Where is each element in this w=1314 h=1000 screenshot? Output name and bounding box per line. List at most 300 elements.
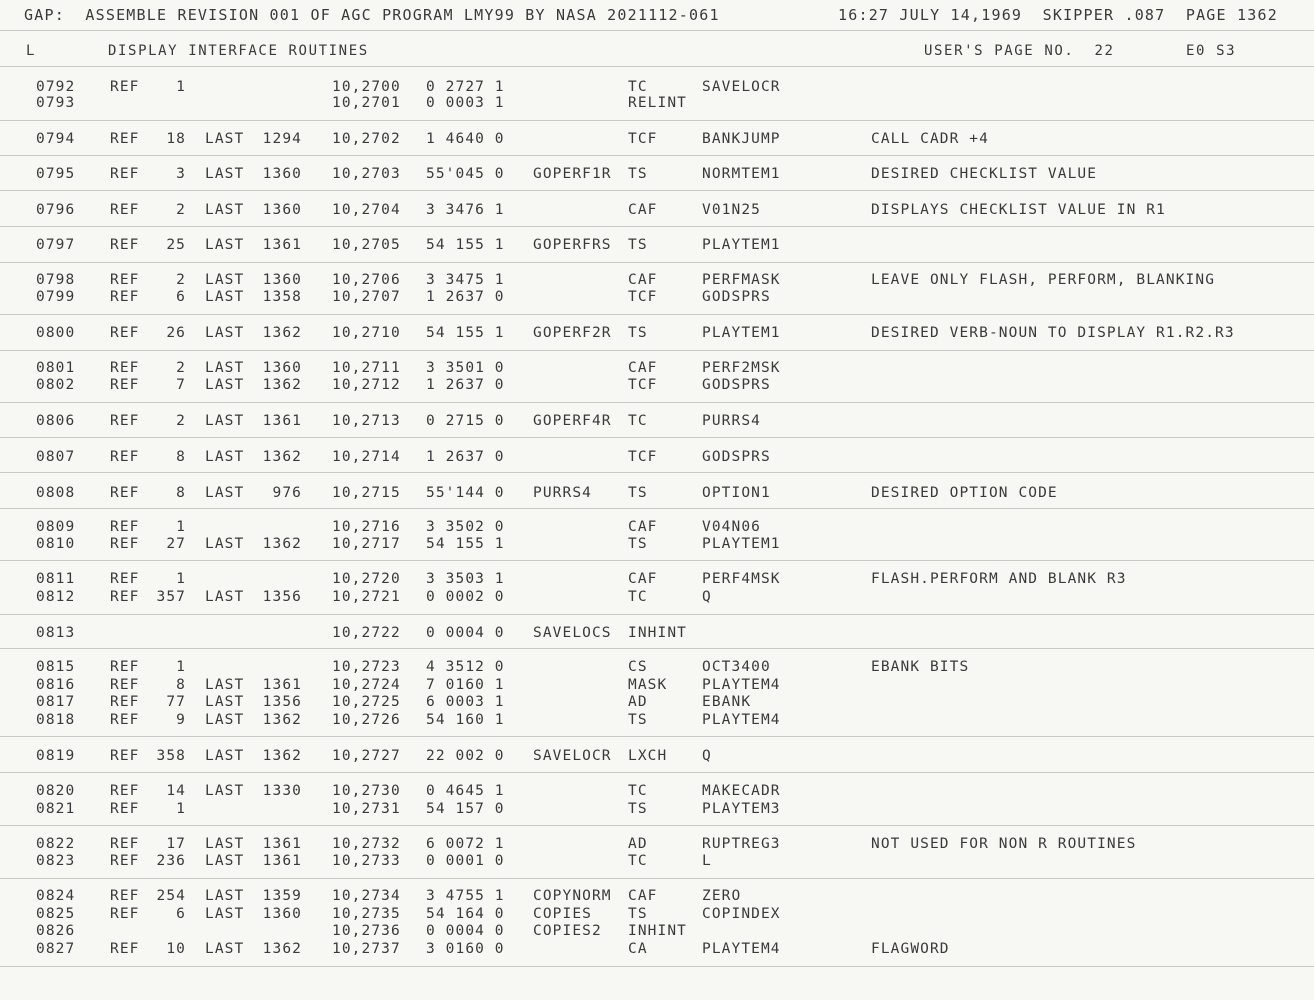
cell-word: 3 3503 1 [426, 571, 505, 587]
cell-word: 0 2727 1 [426, 79, 505, 95]
cell-line: 0821 [36, 801, 76, 817]
ruled-line [0, 614, 1314, 615]
cell-ref: REF [110, 888, 140, 904]
cell-line: 0806 [36, 413, 76, 429]
cell-last: LAST [205, 360, 245, 376]
cell-refnum: 18 [166, 131, 186, 147]
cell-comment: FLASH.PERFORM AND BLANK R3 [871, 571, 1127, 587]
ruled-line [0, 350, 1314, 351]
ruled-line [0, 648, 1314, 649]
listing-row [0, 289, 1314, 306]
cell-last: LAST [205, 202, 245, 218]
cell-ref: REF [110, 449, 140, 465]
cell-op: TS [628, 906, 648, 922]
cell-lastnum: 1362 [262, 377, 302, 393]
cell-addr: 10,2727 [332, 748, 401, 764]
ruled-line [0, 472, 1314, 473]
listing-row [0, 748, 1314, 765]
cell-lastnum: 1361 [262, 677, 302, 693]
header-mark: L [26, 43, 37, 59]
cell-word: 4 3512 0 [426, 659, 505, 675]
cell-word: 6 0003 1 [426, 694, 505, 710]
cell-op: CAF [628, 360, 658, 376]
cell-refnum: 1 [176, 659, 186, 675]
cell-op: CAF [628, 571, 658, 587]
ruled-line [0, 30, 1314, 31]
cell-op: TC [628, 589, 648, 605]
cell-addr: 10,2733 [332, 853, 401, 869]
cell-refnum: 27 [166, 536, 186, 552]
cell-label: GOPERFRS [533, 237, 612, 253]
cell-op: TC [628, 783, 648, 799]
cell-label: COPIES2 [533, 923, 602, 939]
cell-refnum: 6 [176, 289, 186, 305]
cell-comment: NOT USED FOR NON R ROUTINES [871, 836, 1137, 852]
ruled-line [0, 402, 1314, 403]
cell-word: 0 4645 1 [426, 783, 505, 799]
cell-ref: REF [110, 166, 140, 182]
cell-refnum: 254 [156, 888, 186, 904]
cell-word: 54 157 0 [426, 801, 505, 817]
listing-row [0, 694, 1314, 711]
listing-row [0, 413, 1314, 430]
header-title: GAP: ASSEMBLE REVISION 001 OF AGC PROGRAM LMY99 BY NASA 2021112-061 [24, 6, 720, 24]
cell-lastnum: 1360 [262, 272, 302, 288]
cell-word: 54 164 0 [426, 906, 505, 922]
ruled-line [0, 878, 1314, 879]
cell-last: LAST [205, 289, 245, 305]
cell-line: 0795 [36, 166, 76, 182]
cell-op: TS [628, 237, 648, 253]
cell-operand: COPINDEX [702, 906, 781, 922]
ruled-line [0, 314, 1314, 315]
cell-last: LAST [205, 413, 245, 429]
cell-operand: NORMTEM1 [702, 166, 781, 182]
listing-row [0, 485, 1314, 502]
listing-row [0, 906, 1314, 923]
cell-word: 55'045 0 [426, 166, 505, 182]
cell-label: GOPERF1R [533, 166, 612, 182]
cell-refnum: 1 [176, 801, 186, 817]
cell-comment: DISPLAYS CHECKLIST VALUE IN R1 [871, 202, 1166, 218]
cell-last: LAST [205, 237, 245, 253]
cell-last: LAST [205, 748, 245, 764]
cell-ref: REF [110, 289, 140, 305]
cell-addr: 10,2706 [332, 272, 401, 288]
cell-last: LAST [205, 377, 245, 393]
cell-line: 0825 [36, 906, 76, 922]
cell-lastnum: 1361 [262, 413, 302, 429]
cell-word: 0 0004 0 [426, 625, 505, 641]
cell-line: 0799 [36, 289, 76, 305]
cell-op: TCF [628, 449, 658, 465]
cell-lastnum: 1362 [262, 449, 302, 465]
cell-lastnum: 1362 [262, 325, 302, 341]
cell-last: LAST [205, 449, 245, 465]
cell-word: 55'144 0 [426, 485, 505, 501]
cell-ref: REF [110, 79, 140, 95]
listing-row [0, 131, 1314, 148]
cell-ref: REF [110, 906, 140, 922]
cell-line: 0802 [36, 377, 76, 393]
cell-last: LAST [205, 589, 245, 605]
cell-line: 0794 [36, 131, 76, 147]
cell-lastnum: 1362 [262, 748, 302, 764]
cell-op: TS [628, 325, 648, 341]
cell-word: 54 160 1 [426, 712, 505, 728]
cell-addr: 10,2725 [332, 694, 401, 710]
cell-refnum: 8 [176, 677, 186, 693]
cell-lastnum: 1359 [262, 888, 302, 904]
cell-last: LAST [205, 836, 245, 852]
cell-op: TS [628, 536, 648, 552]
cell-last: LAST [205, 131, 245, 147]
cell-addr: 10,2732 [332, 836, 401, 852]
cell-op: TCF [628, 377, 658, 393]
listing-row [0, 712, 1314, 729]
cell-last: LAST [205, 166, 245, 182]
cell-addr: 10,2715 [332, 485, 401, 501]
cell-refnum: 1 [176, 571, 186, 587]
cell-lastnum: 1361 [262, 836, 302, 852]
cell-op: TCF [628, 289, 658, 305]
cell-addr: 10,2701 [332, 95, 401, 111]
cell-refnum: 2 [176, 360, 186, 376]
cell-refnum: 77 [166, 694, 186, 710]
cell-ref: REF [110, 748, 140, 764]
cell-op: CAF [628, 888, 658, 904]
cell-ref: REF [110, 571, 140, 587]
cell-word: 22 002 0 [426, 748, 505, 764]
cell-last: LAST [205, 694, 245, 710]
cell-word: 1 2637 0 [426, 449, 505, 465]
cell-op: TC [628, 853, 648, 869]
cell-op: TS [628, 166, 648, 182]
cell-addr: 10,2734 [332, 888, 401, 904]
cell-last: LAST [205, 853, 245, 869]
cell-operand: GODSPRS [702, 377, 771, 393]
ruled-line [0, 262, 1314, 263]
listing-row [0, 95, 1314, 112]
cell-addr: 10,2703 [332, 166, 401, 182]
cell-word: 0 2715 0 [426, 413, 505, 429]
ruled-line [0, 120, 1314, 121]
listing-row [0, 519, 1314, 536]
cell-lastnum: 1360 [262, 906, 302, 922]
cell-last: LAST [205, 536, 245, 552]
cell-last: LAST [205, 888, 245, 904]
cell-lastnum: 1360 [262, 166, 302, 182]
cell-ref: REF [110, 536, 140, 552]
cell-line: 0811 [36, 571, 76, 587]
cell-last: LAST [205, 906, 245, 922]
cell-refnum: 26 [166, 325, 186, 341]
listing-row [0, 589, 1314, 606]
cell-op: CAF [628, 519, 658, 535]
cell-op: MASK [628, 677, 668, 693]
listing-row [0, 801, 1314, 818]
cell-ref: REF [110, 272, 140, 288]
cell-word: 0 0001 0 [426, 853, 505, 869]
cell-operand: BANKJUMP [702, 131, 781, 147]
cell-line: 0810 [36, 536, 76, 552]
cell-lastnum: 1362 [262, 941, 302, 957]
cell-refnum: 9 [176, 712, 186, 728]
listing-row [0, 853, 1314, 870]
cell-operand: PLAYTEM4 [702, 677, 781, 693]
cell-ref: REF [110, 519, 140, 535]
cell-operand: PURRS4 [702, 413, 761, 429]
cell-last: LAST [205, 941, 245, 957]
cell-last: LAST [205, 485, 245, 501]
cell-word: 3 0160 0 [426, 941, 505, 957]
cell-line: 0793 [36, 95, 76, 111]
cell-ref: REF [110, 413, 140, 429]
cell-op: TS [628, 485, 648, 501]
ruled-line [0, 508, 1314, 509]
section-code: E0 S3 [1186, 43, 1237, 59]
cell-refnum: 358 [156, 748, 186, 764]
cell-line: 0813 [36, 625, 76, 641]
cell-line: 0826 [36, 923, 76, 939]
listing-row [0, 571, 1314, 588]
cell-line: 0827 [36, 941, 76, 957]
cell-refnum: 25 [166, 237, 186, 253]
cell-operand: GODSPRS [702, 289, 771, 305]
cell-line: 0817 [36, 694, 76, 710]
cell-word: 6 0072 1 [426, 836, 505, 852]
cell-label: COPYNORM [533, 888, 612, 904]
cell-comment: DESIRED OPTION CODE [871, 485, 1058, 501]
users-page-number: USER'S PAGE NO. 22 [924, 43, 1115, 59]
listing-row [0, 272, 1314, 289]
cell-refnum: 357 [156, 589, 186, 605]
cell-addr: 10,2737 [332, 941, 401, 957]
cell-ref: REF [110, 677, 140, 693]
cell-op: TS [628, 801, 648, 817]
cell-addr: 10,2713 [332, 413, 401, 429]
cell-ref: REF [110, 941, 140, 957]
cell-addr: 10,2726 [332, 712, 401, 728]
cell-addr: 10,2711 [332, 360, 401, 376]
cell-op: TC [628, 79, 648, 95]
cell-lastnum: 1362 [262, 536, 302, 552]
cell-lastnum: 1361 [262, 237, 302, 253]
cell-last: LAST [205, 783, 245, 799]
cell-word: 7 0160 1 [426, 677, 505, 693]
listing-row [0, 923, 1314, 940]
cell-ref: REF [110, 202, 140, 218]
cell-refnum: 1 [176, 519, 186, 535]
cell-ref: REF [110, 836, 140, 852]
cell-op: LXCH [628, 748, 668, 764]
cell-lastnum: 1356 [262, 694, 302, 710]
cell-op: AD [628, 836, 648, 852]
cell-addr: 10,2722 [332, 625, 401, 641]
listing-row [0, 836, 1314, 853]
cell-addr: 10,2724 [332, 677, 401, 693]
cell-word: 1 2637 0 [426, 377, 505, 393]
cell-addr: 10,2700 [332, 79, 401, 95]
cell-refnum: 2 [176, 272, 186, 288]
cell-op: AD [628, 694, 648, 710]
cell-addr: 10,2735 [332, 906, 401, 922]
cell-op: RELINT [628, 95, 687, 111]
cell-ref: REF [110, 783, 140, 799]
cell-operand: PLAYTEM4 [702, 941, 781, 957]
cell-line: 0816 [36, 677, 76, 693]
cell-refnum: 236 [156, 853, 186, 869]
section-title: DISPLAY INTERFACE ROUTINES [108, 43, 369, 59]
cell-label: COPIES [533, 906, 592, 922]
cell-line: 0808 [36, 485, 76, 501]
cell-line: 0809 [36, 519, 76, 535]
ruled-line [0, 560, 1314, 561]
cell-addr: 10,2730 [332, 783, 401, 799]
cell-operand: PLAYTEM4 [702, 712, 781, 728]
cell-lastnum: 1330 [262, 783, 302, 799]
cell-addr: 10,2731 [332, 801, 401, 817]
cell-line: 0822 [36, 836, 76, 852]
cell-last: LAST [205, 325, 245, 341]
cell-word: 54 155 1 [426, 536, 505, 552]
cell-operand: L [702, 853, 712, 869]
cell-word: 3 3476 1 [426, 202, 505, 218]
cell-operand: ZERO [702, 888, 742, 904]
cell-addr: 10,2705 [332, 237, 401, 253]
cell-refnum: 17 [166, 836, 186, 852]
cell-line: 0812 [36, 589, 76, 605]
cell-comment: EBANK BITS [871, 659, 970, 675]
ruled-line [0, 226, 1314, 227]
cell-operand: PERF2MSK [702, 360, 781, 376]
cell-ref: REF [110, 712, 140, 728]
cell-op: INHINT [628, 923, 687, 939]
listing-row [0, 536, 1314, 553]
cell-addr: 10,2721 [332, 589, 401, 605]
cell-line: 0800 [36, 325, 76, 341]
cell-line: 0807 [36, 449, 76, 465]
cell-operand: EBANK [702, 694, 752, 710]
cell-op: CAF [628, 272, 658, 288]
cell-last: LAST [205, 677, 245, 693]
cell-addr: 10,2704 [332, 202, 401, 218]
cell-addr: 10,2717 [332, 536, 401, 552]
cell-op: INHINT [628, 625, 687, 641]
cell-op: CAF [628, 202, 658, 218]
cell-refnum: 2 [176, 413, 186, 429]
listing-row [0, 166, 1314, 183]
cell-operand: MAKECADR [702, 783, 781, 799]
cell-lastnum: 1358 [262, 289, 302, 305]
ruled-line [0, 66, 1314, 67]
cell-word: 0 0004 0 [426, 923, 505, 939]
cell-word: 3 3502 0 [426, 519, 505, 535]
cell-ref: REF [110, 694, 140, 710]
cell-word: 54 155 1 [426, 325, 505, 341]
cell-operand: OPTION1 [702, 485, 771, 501]
cell-lastnum: 1362 [262, 712, 302, 728]
ruled-line [0, 966, 1314, 967]
cell-refnum: 2 [176, 202, 186, 218]
cell-operand: PERFMASK [702, 272, 781, 288]
cell-addr: 10,2707 [332, 289, 401, 305]
cell-line: 0818 [36, 712, 76, 728]
cell-label: SAVELOCS [533, 625, 612, 641]
cell-addr: 10,2736 [332, 923, 401, 939]
cell-refnum: 10 [166, 941, 186, 957]
cell-ref: REF [110, 853, 140, 869]
listing-row [0, 79, 1314, 96]
cell-comment: DESIRED CHECKLIST VALUE [871, 166, 1098, 182]
cell-ref: REF [110, 131, 140, 147]
cell-ref: REF [110, 360, 140, 376]
cell-ref: REF [110, 325, 140, 341]
ruled-line [0, 825, 1314, 826]
cell-operand: GODSPRS [702, 449, 771, 465]
listing-row [0, 325, 1314, 342]
cell-word: 0 0002 0 [426, 589, 505, 605]
cell-line: 0819 [36, 748, 76, 764]
cell-operand: OCT3400 [702, 659, 771, 675]
cell-word: 3 3475 1 [426, 272, 505, 288]
cell-operand: Q [702, 748, 712, 764]
cell-label: GOPERF2R [533, 325, 612, 341]
listing-row [0, 449, 1314, 466]
cell-operand: V01N25 [702, 202, 761, 218]
cell-comment: LEAVE ONLY FLASH, PERFORM, BLANKING [871, 272, 1216, 288]
cell-line: 0801 [36, 360, 76, 376]
cell-word: 3 4755 1 [426, 888, 505, 904]
ruled-line [0, 155, 1314, 156]
header-date-page: 16:27 JULY 14,1969 SKIPPER .087 PAGE 1362 [838, 6, 1278, 24]
cell-label: GOPERF4R [533, 413, 612, 429]
cell-line: 0824 [36, 888, 76, 904]
cell-last: LAST [205, 712, 245, 728]
listing-row [0, 625, 1314, 642]
listing-row [0, 377, 1314, 394]
cell-refnum: 14 [166, 783, 186, 799]
cell-lastnum: 976 [272, 485, 302, 501]
cell-addr: 10,2716 [332, 519, 401, 535]
cell-ref: REF [110, 801, 140, 817]
cell-addr: 10,2714 [332, 449, 401, 465]
ruled-line [0, 437, 1314, 438]
cell-line: 0798 [36, 272, 76, 288]
cell-label: PURRS4 [533, 485, 592, 501]
cell-last: LAST [205, 272, 245, 288]
cell-lastnum: 1356 [262, 589, 302, 605]
cell-refnum: 6 [176, 906, 186, 922]
cell-operand: RUPTREG3 [702, 836, 781, 852]
ruled-line [0, 772, 1314, 773]
cell-op: CA [628, 941, 648, 957]
cell-op: TCF [628, 131, 658, 147]
listing-row [0, 237, 1314, 254]
cell-operand: PLAYTEM1 [702, 237, 781, 253]
cell-refnum: 8 [176, 485, 186, 501]
listing-row [0, 677, 1314, 694]
cell-ref: REF [110, 485, 140, 501]
cell-label: SAVELOCR [533, 748, 612, 764]
cell-refnum: 3 [176, 166, 186, 182]
cell-line: 0797 [36, 237, 76, 253]
cell-word: 0 0003 1 [426, 95, 505, 111]
cell-operand: PLAYTEM3 [702, 801, 781, 817]
cell-comment: CALL CADR +4 [871, 131, 989, 147]
cell-addr: 10,2720 [332, 571, 401, 587]
cell-line: 0820 [36, 783, 76, 799]
